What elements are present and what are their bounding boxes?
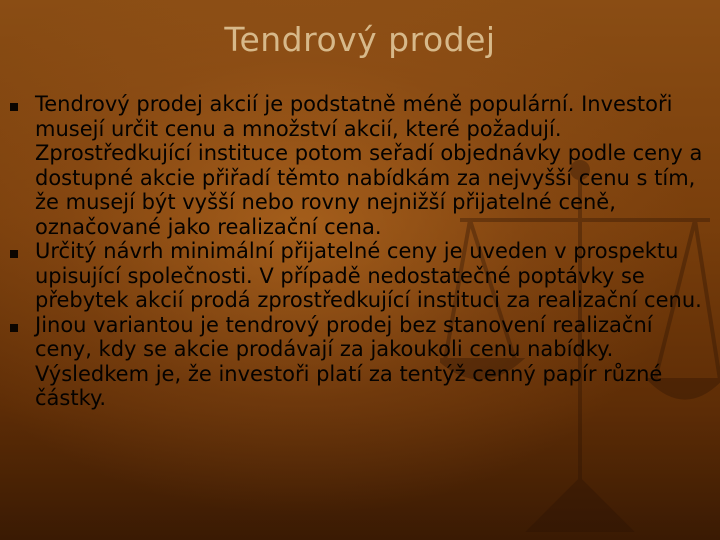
square-bullet-icon bbox=[10, 103, 18, 111]
bullet-item bbox=[10, 239, 710, 313]
bullet-text: Jinou variantou je tendrový prodej bez stanovení realizační ceny, kdy se akcie prodávají za jakoukoli cenu nabídky. Výsledkem je, že investoři platí za tentýž cenný papír různé částky. bbox=[35, 312, 663, 410]
bullet-item bbox=[10, 92, 710, 239]
square-bullet-icon bbox=[10, 324, 18, 332]
bullet-text: Určitý návrh minimální přijatelné ceny je uveden v prospektu upisující společnosti. V případě nedostatečné poptávky se přebytek akcií prodá zprostředkující instituci za realizační cenu. bbox=[35, 239, 702, 312]
square-bullet-icon bbox=[10, 250, 18, 258]
slide-title: Tendrový prodej bbox=[224, 20, 496, 59]
bullet-item bbox=[10, 313, 710, 411]
bullet-text: Tendrový prodej akcií je podstatně méně populární. Investoři musejí určit cenu a množství akcií, které požadují. Zprostředkující instituce potom seřadí objednávky podle ceny a dostupné akcie přiřadí těmto nabídkám za nejvyšší cenu s tím, že musejí být vyšší nebo rovny nejnižší přijatelné ceně, označované jako realizační cena. bbox=[35, 92, 703, 239]
bullet-list bbox=[10, 92, 710, 411]
